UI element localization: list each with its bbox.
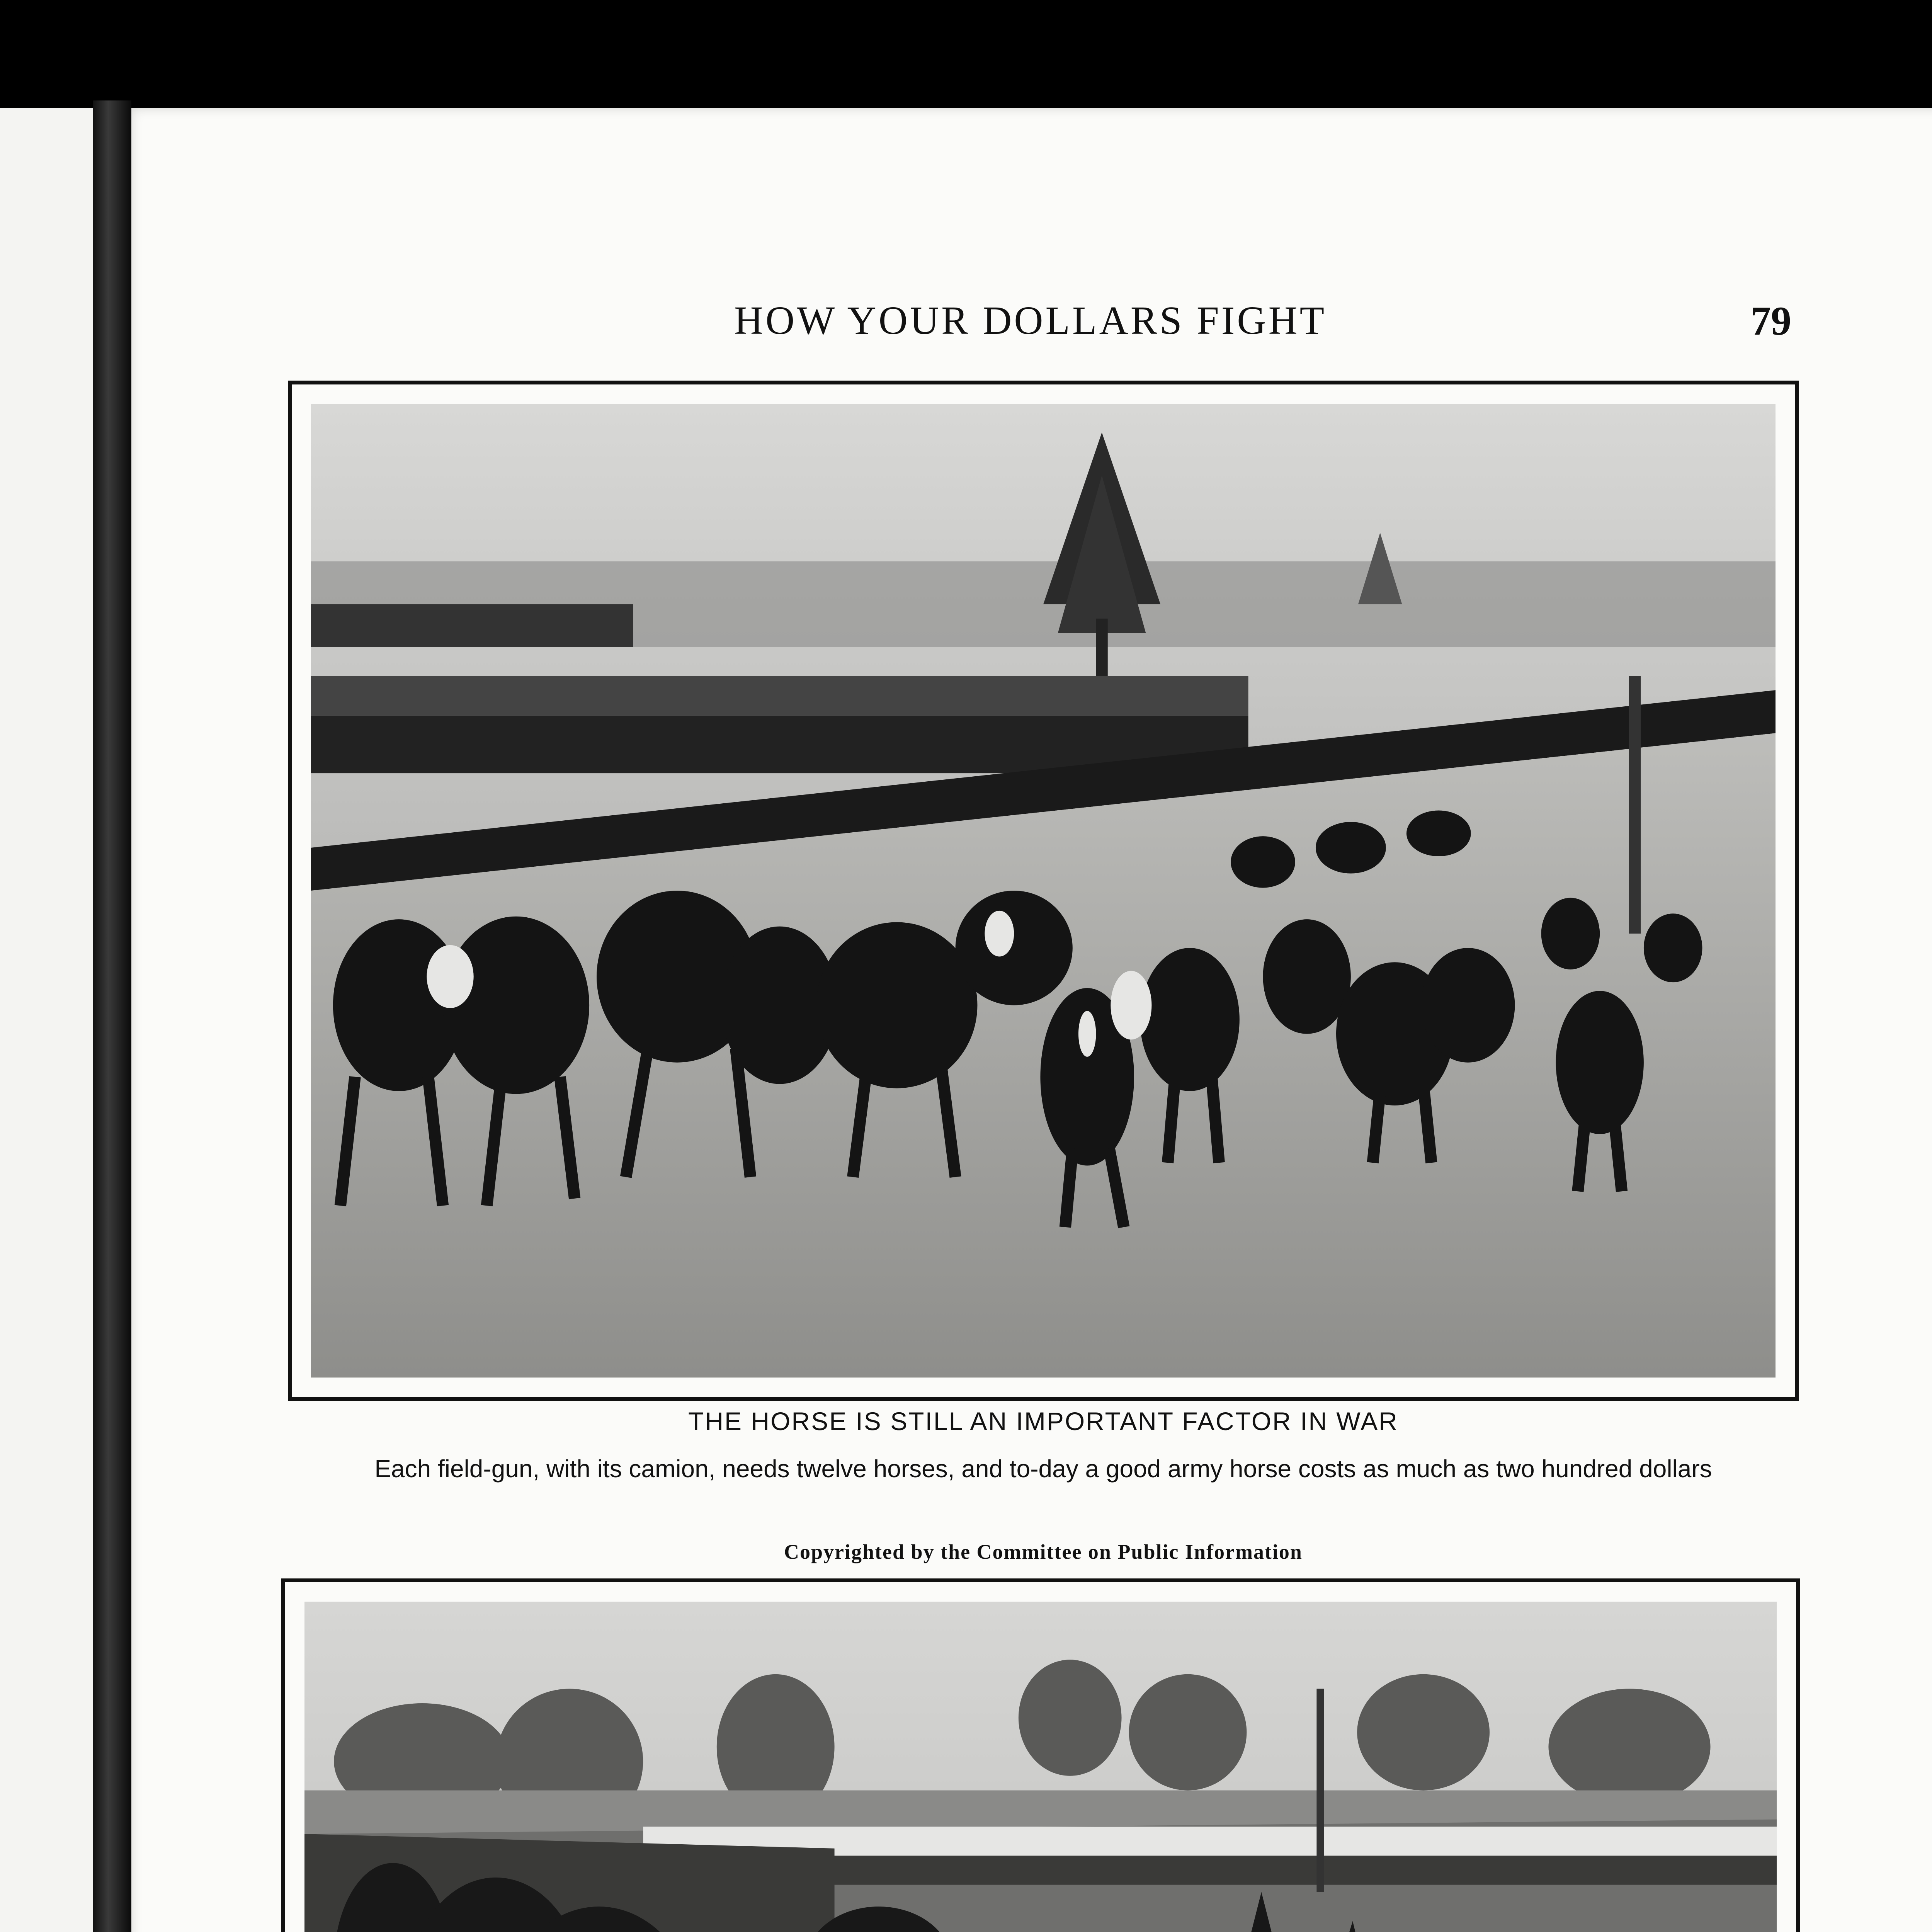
mule-photo-plate bbox=[281, 1578, 1800, 1932]
horse-photo-illustration bbox=[311, 404, 1776, 1378]
facing-page-edge bbox=[0, 108, 93, 1932]
horse-photo-plate bbox=[288, 381, 1799, 1401]
running-head-title: HOW YOUR DOLLARS FIGHT bbox=[734, 298, 1327, 343]
mule-photo-illustration bbox=[304, 1602, 1777, 1932]
horse-caption-title: THE HORSE IS STILL AN IMPORTANT FACTOR IN WAR bbox=[688, 1407, 1398, 1435]
mule-photograph bbox=[304, 1602, 1777, 1932]
horse-caption-text: Each field-gun, with its camion, needs twelve horses, and to-day a good army horse costs as much as two hundred dollars bbox=[374, 1455, 1712, 1483]
page-number: 79 bbox=[1750, 298, 1791, 344]
horse-photo-credit: Copyrighted by the Committee on Public Information bbox=[784, 1540, 1303, 1563]
book-spine bbox=[93, 100, 131, 1932]
horse-photograph bbox=[311, 404, 1776, 1378]
